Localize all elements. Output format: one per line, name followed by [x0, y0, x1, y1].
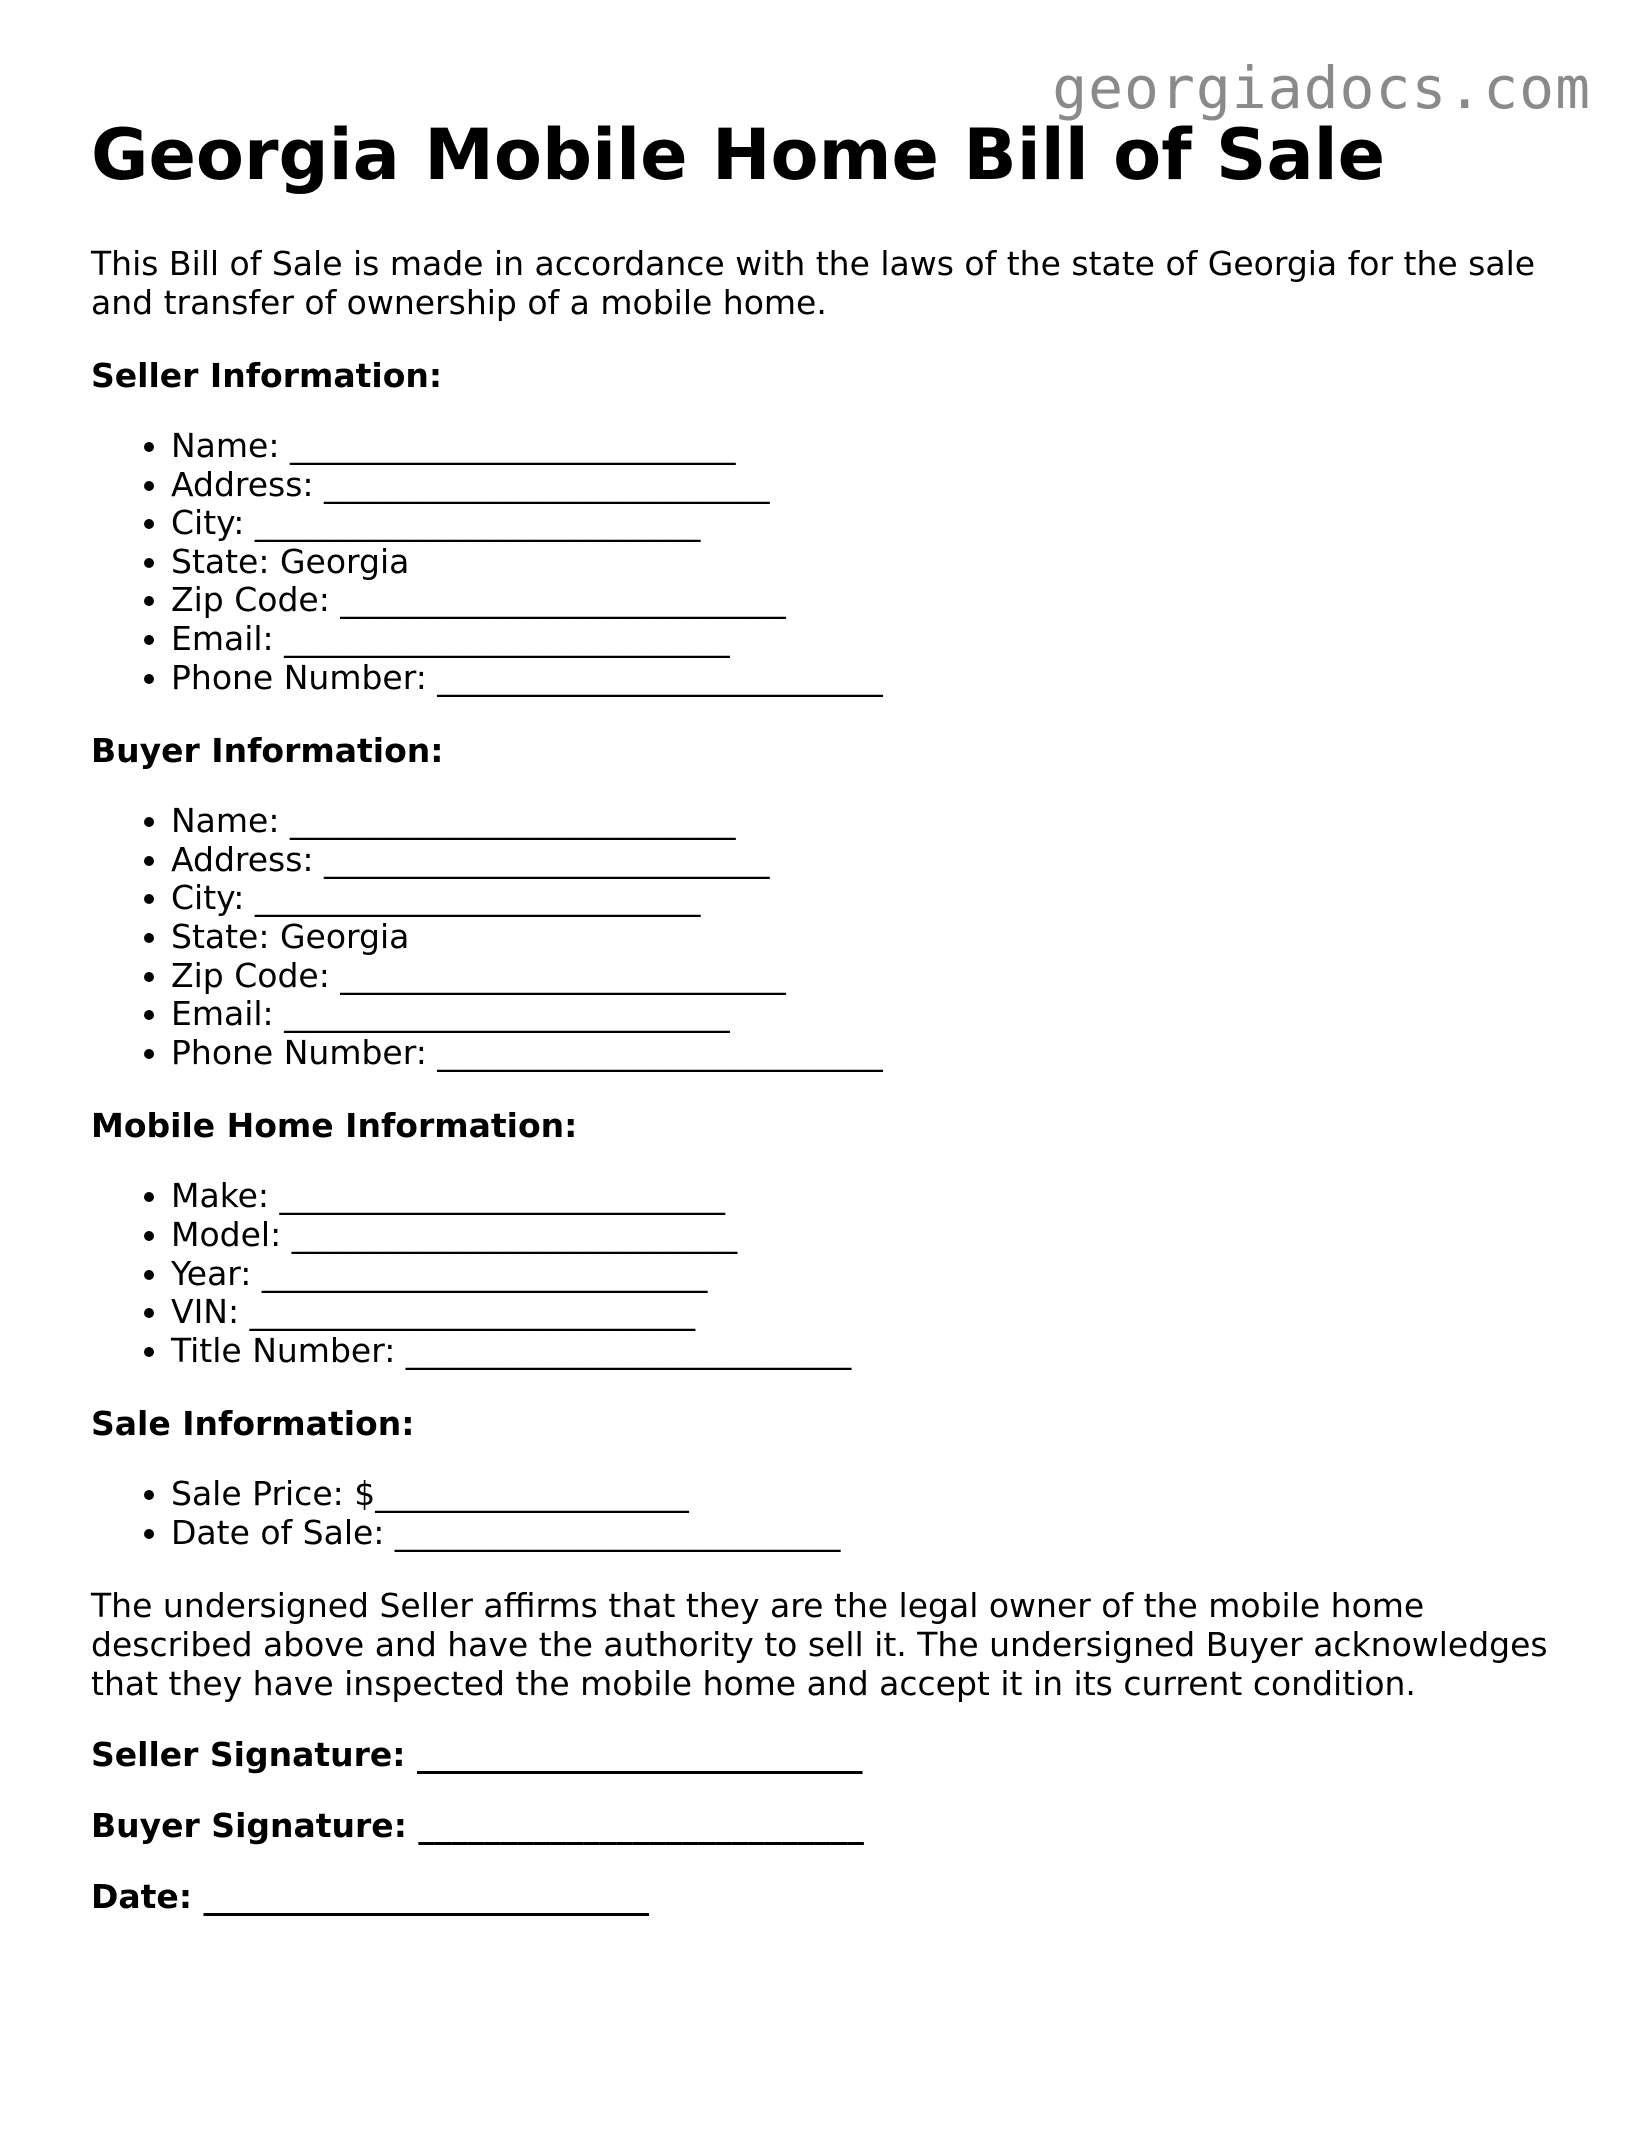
- seller-name-item: • Name: ___________________________: [171, 427, 1571, 466]
- watermark: georgiadocs.com: [1052, 54, 1591, 122]
- seller-info-list: [91, 427, 1571, 697]
- intro-paragraph: This Bill of Sale is made in accordance with the laws of the state of Georgia for the sale and transfer of ownership of a mobile home.: [91, 244, 1536, 322]
- seller-state-item: • State: Georgia: [171, 543, 1571, 582]
- buyer-city-item: • City: ___________________________: [171, 879, 1571, 918]
- mobile-home-info-list: [91, 1177, 1571, 1370]
- seller-signature-line: Seller Signature: ___________________________: [91, 1735, 863, 1775]
- seller-phone-item: • Phone Number: ___________________________: [171, 659, 1571, 698]
- seller-section-heading: Seller Information:: [91, 356, 443, 395]
- buyer-state-item: • State: Georgia: [171, 918, 1571, 957]
- seller-zip-item: • Zip Code: ___________________________: [171, 581, 1571, 620]
- mobile-home-make-item: • Make: ___________________________: [171, 1177, 1571, 1216]
- buyer-signature-line: Buyer Signature: ___________________________: [91, 1806, 864, 1846]
- buyer-section-heading: Buyer Information:: [91, 731, 444, 771]
- mobile-home-section-heading: Mobile Home Information:: [91, 1106, 578, 1146]
- document-body: [91, 112, 1571, 1916]
- seller-city-item: • City: ___________________________: [171, 504, 1571, 543]
- buyer-name-item: • Name: ___________________________: [171, 802, 1571, 841]
- seller-address-item: • Address: ___________________________: [171, 466, 1571, 505]
- buyer-phone-item: • Phone Number: ___________________________: [171, 1034, 1571, 1073]
- mobile-home-title-number-item: • Title Number: ___________________________: [171, 1332, 1571, 1371]
- closing-paragraph: The undersigned Seller affirms that they are the legal owner of the mobile home described above and have the authority to sell it. The undersigned Buyer acknowledges that they have inspected the mobile home and accept it in its current condition.: [91, 1586, 1548, 1704]
- buyer-zip-item: • Zip Code: ___________________________: [171, 957, 1571, 996]
- buyer-info-list: [91, 802, 1571, 1072]
- mobile-home-vin-item: • VIN: ___________________________: [171, 1293, 1571, 1332]
- mobile-home-model-item: • Model: ___________________________: [171, 1216, 1571, 1255]
- page-title: Georgia Mobile Home Bill of Sale: [91, 114, 1386, 196]
- buyer-address-item: • Address: ___________________________: [171, 841, 1571, 880]
- buyer-email-item: • Email: ___________________________: [171, 995, 1571, 1034]
- mobile-home-year-item: • Year: ___________________________: [171, 1255, 1571, 1294]
- sale-section-heading: Sale Information:: [91, 1404, 415, 1444]
- seller-email-item: • Email: ___________________________: [171, 620, 1571, 659]
- date-signature-line: Date: ___________________________: [91, 1877, 650, 1917]
- sale-info-list: [91, 1475, 1571, 1552]
- sale-price-item: • Sale Price: $___________________: [171, 1475, 1571, 1514]
- sale-date-item: • Date of Sale: ___________________________: [171, 1514, 1571, 1553]
